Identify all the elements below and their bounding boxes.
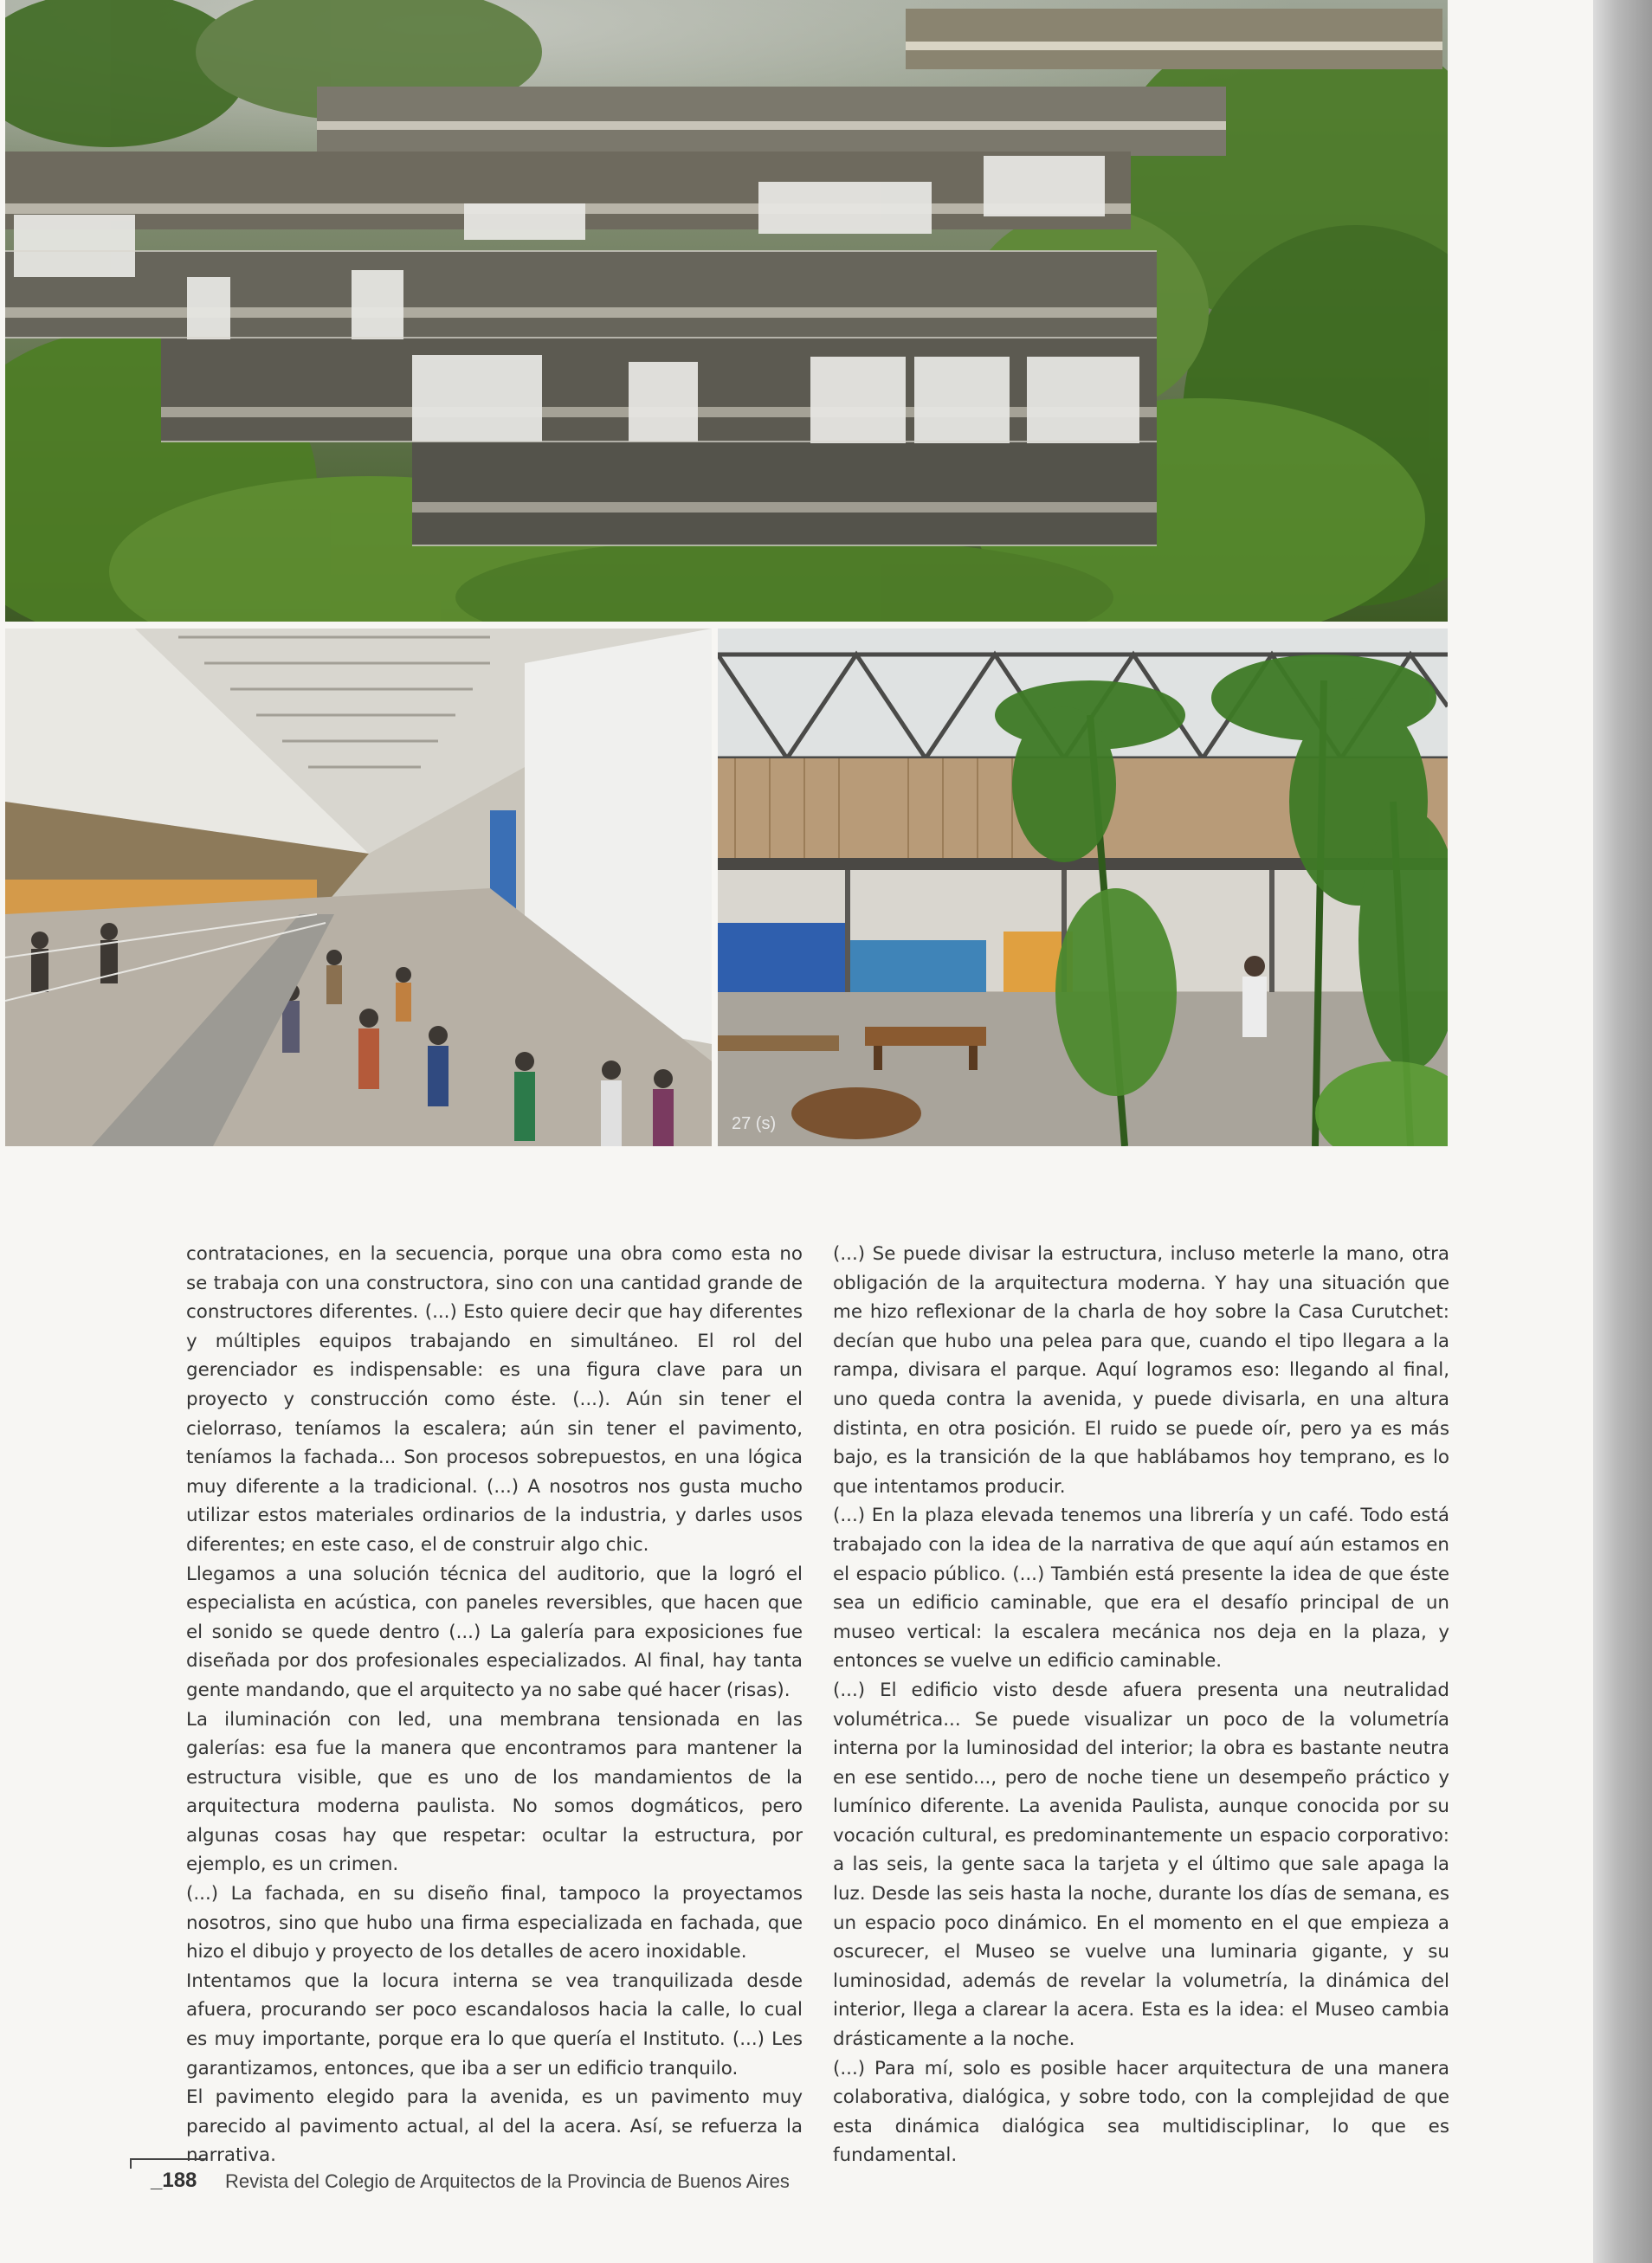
photo-interior-plaza: [718, 629, 1448, 1146]
page-spine-shadow: [1593, 0, 1652, 2263]
photo-building-exterior: [5, 0, 1448, 622]
paragraph: (...) La fachada, en su diseño final, tampoco la proyectamos nosotros, sino que hubo una firma especializada en fachada, que hizo el dibujo y proyecto de los detalles de acero inoxidable.: [186, 1883, 803, 1963]
text-column-left: [186, 1240, 803, 2170]
paragraph: (...) El edificio visto desde afuera presenta una neutralidad volumétrica... Se puede visualizar un poco de la volumetría interna por la luminosidad del interior; la obra es bastante neutra en ese sentido..., pero de noche tiene un desempeño práctico y lumínico diferente. La avenida Paulista, aunque conocida por su vocación cultural, es predominantemente un espacio corporativo: a las seis, la gente saca la tarjeta y el último que sale apaga la luz. Desde las seis hasta la noche, durante los días de semana, es un espacio poco dinámico. En el momento en el que empieza a oscurecer, el Museo se vuelve una luminaria gigante, y su luminosidad, además de revelar la volumetría, la dinámica del interior, llega a clarear la acera. Esta es la idea: el Museo cambia drásticamente a la noche.: [833, 1679, 1449, 2051]
paragraph: La iluminación con led, una membrana tensionada en las galerías: esa fue la manera que encontramos para mantener la estructura visible, que es uno de los mandamientos de la arquitectura moderna paulista. No somos dogmáticos, pero algunas cosas hay que respetar: ocultar la estructura, por ejemplo, es un crimen.: [186, 1708, 803, 1876]
page-number: _188: [151, 2169, 197, 2192]
photo-interior-galleries: [5, 629, 712, 1146]
paragraph: (...) Para mí, solo es posible hacer arquitectura de una manera colaborativa, dialógica, y sobre todo, con la complejidad de que esta dinámica dialógica sea multidisciplinar, lo que es fundamental.: [833, 2057, 1449, 2167]
photo-caption-number: 27 (s): [732, 1114, 777, 1133]
paragraph: (...) Se puede divisar la estructura, incluso meterle la mano, otra obligación de la arquitectura moderna. Y hay una situación que me hizo reflexionar de la charla de hoy sobre la Casa Curutchet: decían que hubo una pelea para que, cuando el tipo llegara a la rampa, divisara el parque. Aquí logramos eso: llegando al final, uno queda contra la avenida, y puede divisarla, en una altura distinta, en otra posición. El ruido se puede oír, pero ya es más bajo, es la transición de la que hablábamos hoy temprano, es lo que intentamos producir.: [833, 1243, 1449, 1498]
footer-corner-mark: [130, 2158, 205, 2169]
paragraph: El pavimento elegido para la avenida, es un pavimento muy parecido al pavimento actual, al del la acera. Así, se refuerza la narrativa.: [186, 2086, 803, 2167]
paragraph: Intentamos que la locura interna se vea tranquilizada desde afuera, procurando ser poco escandalosos hacia la calle, lo cual es muy importante, porque era lo que quería el Instituto. (...) Les garantizamos, entonces, que iba a ser un edificio tranquilo.: [186, 1970, 803, 2079]
journal-name: Revista del Colegio de Arquitectos de la Provincia de Buenos Aires: [225, 2170, 790, 2192]
paragraph: (...) En la plaza elevada tenemos una librería y un café. Todo está trabajado con la idea de la narrativa de que aquí aún estamos en el espacio público. (...) También está presente la idea de que éste sea un edificio caminable, que era el desafío principal de un museo vertical: la escalera mecánica nos deja en la plaza, y entonces se vuelve un edificio caminable.: [833, 1505, 1449, 1673]
text-column-right: [833, 1240, 1449, 2170]
paragraph: contrataciones, en la secuencia, porque una obra como esta no se trabaja con una constructora, sino con una cantidad grande de constructores diferentes. (...) Esto quiere decir que hay diferentes y múltiples equipos trabajando en simultáneo. El rol del gerenciador es indispensable: es una figura clave para un proyecto y construcción como éste. (...). Aún sin tener el cielorraso, teníamos la escalera; aún sin tener el pavimento, teníamos la fachada... Son procesos sobrepuestos, en una lógica muy diferente a la tradicional. (...) A nosotros nos gusta mucho utilizar estos materiales ordinarios de la industria, y darles usos diferentes; en este caso, el de construir algo chic.: [186, 1243, 803, 1556]
paragraph: Llegamos a una solución técnica del auditorio, que la logró el especialista en acústica, con paneles reversibles, que hacen que el sonido se quede dentro (...) La galería para exposiciones fue diseñada por dos profesionales especializados. Al final, hay tanta gente mandando, que el arquitecto ya no sabe qué hacer (risas).: [186, 1563, 803, 1701]
